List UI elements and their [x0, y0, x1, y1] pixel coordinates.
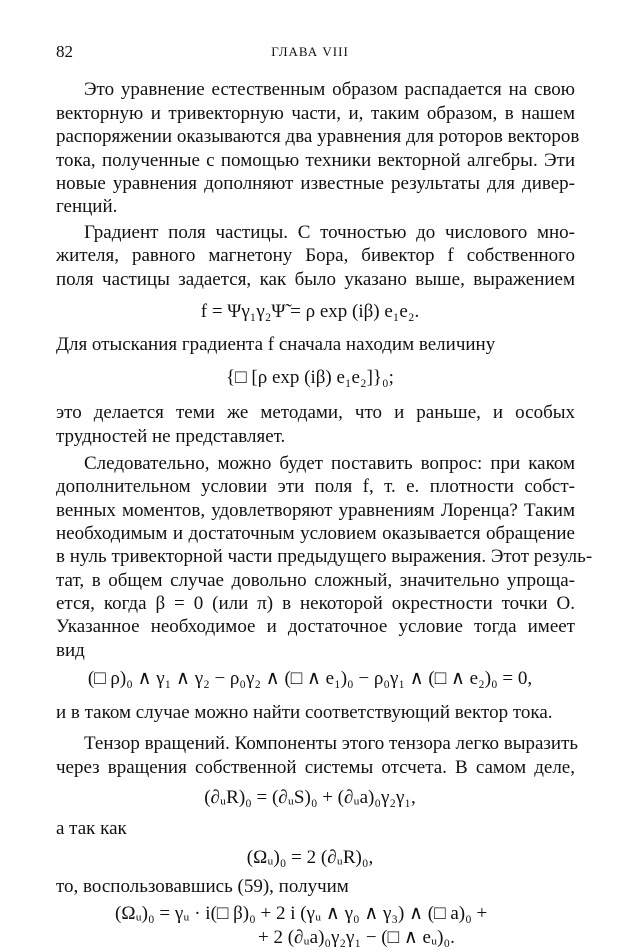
- text-line: Следовательно, можно будет поставить вопрос: при каком: [84, 453, 575, 474]
- equation: + 2 (∂ᵤa)₀γ₂γ₁ − (□ ∧ eᵤ)₀.: [258, 927, 455, 948]
- equation: (Ωᵤ)₀ = γᵤ · i(□ β)₀ + 2 i (γᵤ ∧ γ₀ ∧ γ₃) ∧ (□ a)₀ +: [115, 903, 488, 924]
- text-line: венных моментов, удовлетворяют уравнениям Лоренца? Таким: [56, 500, 575, 521]
- text-line: это делается теми же методами, что и раньше, и особых: [56, 402, 575, 423]
- text-line: через вращения собственной системы отсчета. В самом деле,: [56, 757, 575, 778]
- text-line: вид: [56, 640, 85, 661]
- text-line: Градиент поля частицы. С точностью до числового мно-: [84, 222, 575, 243]
- text-line: Это уравнение естественным образом распадается на свою: [84, 79, 575, 100]
- text-line: генций.: [56, 196, 118, 217]
- page-number: 82: [56, 42, 73, 61]
- text-line: то, воспользовавшись (59), получим: [56, 876, 349, 897]
- equation: (Ωᵤ)₀ = 2 (∂ᵤR)₀,: [246, 847, 374, 868]
- text-line: жителя, равного магнетону Бора, бивектор f собственного: [56, 245, 575, 266]
- text-line: поля частицы задается, как было указано выше, выражением: [56, 269, 575, 290]
- text-line: дополнительном условии эти поля f, т. е. плотности собст-: [56, 476, 575, 497]
- text-line: новые уравнения дополняют известные результаты для дивер-: [56, 173, 575, 194]
- text-line: трудностей не представляет.: [56, 426, 286, 447]
- chapter-title: ГЛАВА VIII: [271, 44, 349, 59]
- text-line: ется, когда β = 0 (или π) в некоторой окрестности точки O.: [56, 593, 575, 614]
- text-line: Для отыскания градиента f сначала находим величину: [56, 334, 496, 355]
- text-line: Указанное необходимое и достаточное условие тогда имеет: [56, 616, 575, 637]
- equation: f = Ψγ₁γ₂Ψ̃ = ρ exp (iβ) e₁e₂.: [200, 301, 420, 322]
- text-line: распоряжении оказываются два уравнения для роторов векторов: [56, 126, 580, 147]
- text-line: тока, полученные с помощью техники векторной алгебры. Эти: [56, 150, 575, 171]
- text-line: необходимым и достаточным условием оказывается обращение: [56, 523, 575, 544]
- text-line: тат, в общем случае довольно сложный, значительно упроща-: [56, 570, 575, 591]
- text-line: а так как: [56, 818, 127, 839]
- text-line: векторную и тривекторную части, и, таким образом, в нашем: [56, 103, 575, 124]
- equation: {□ [ρ exp (iβ) e₁e₂]}₀;: [226, 367, 394, 388]
- text-line: в нуль тривекторной части предыдущего выражения. Этот резуль-: [56, 546, 593, 567]
- text-line: Тензор вращений. Компоненты этого тензора легко выразить: [84, 733, 579, 754]
- text-line: и в таком случае можно найти соответствующий вектор тока.: [56, 702, 553, 723]
- equation: (□ ρ)₀ ∧ γ₁ ∧ γ₂ − ρ₀γ₂ ∧ (□ ∧ e₁)₀ − ρ₀γ₁ ∧ (□ ∧ e₂)₀ = 0,: [87, 668, 533, 689]
- equation: (∂ᵤR)₀ = (∂ᵤS)₀ + (∂ᵤa)₀γ₂γ₁,: [204, 787, 416, 808]
